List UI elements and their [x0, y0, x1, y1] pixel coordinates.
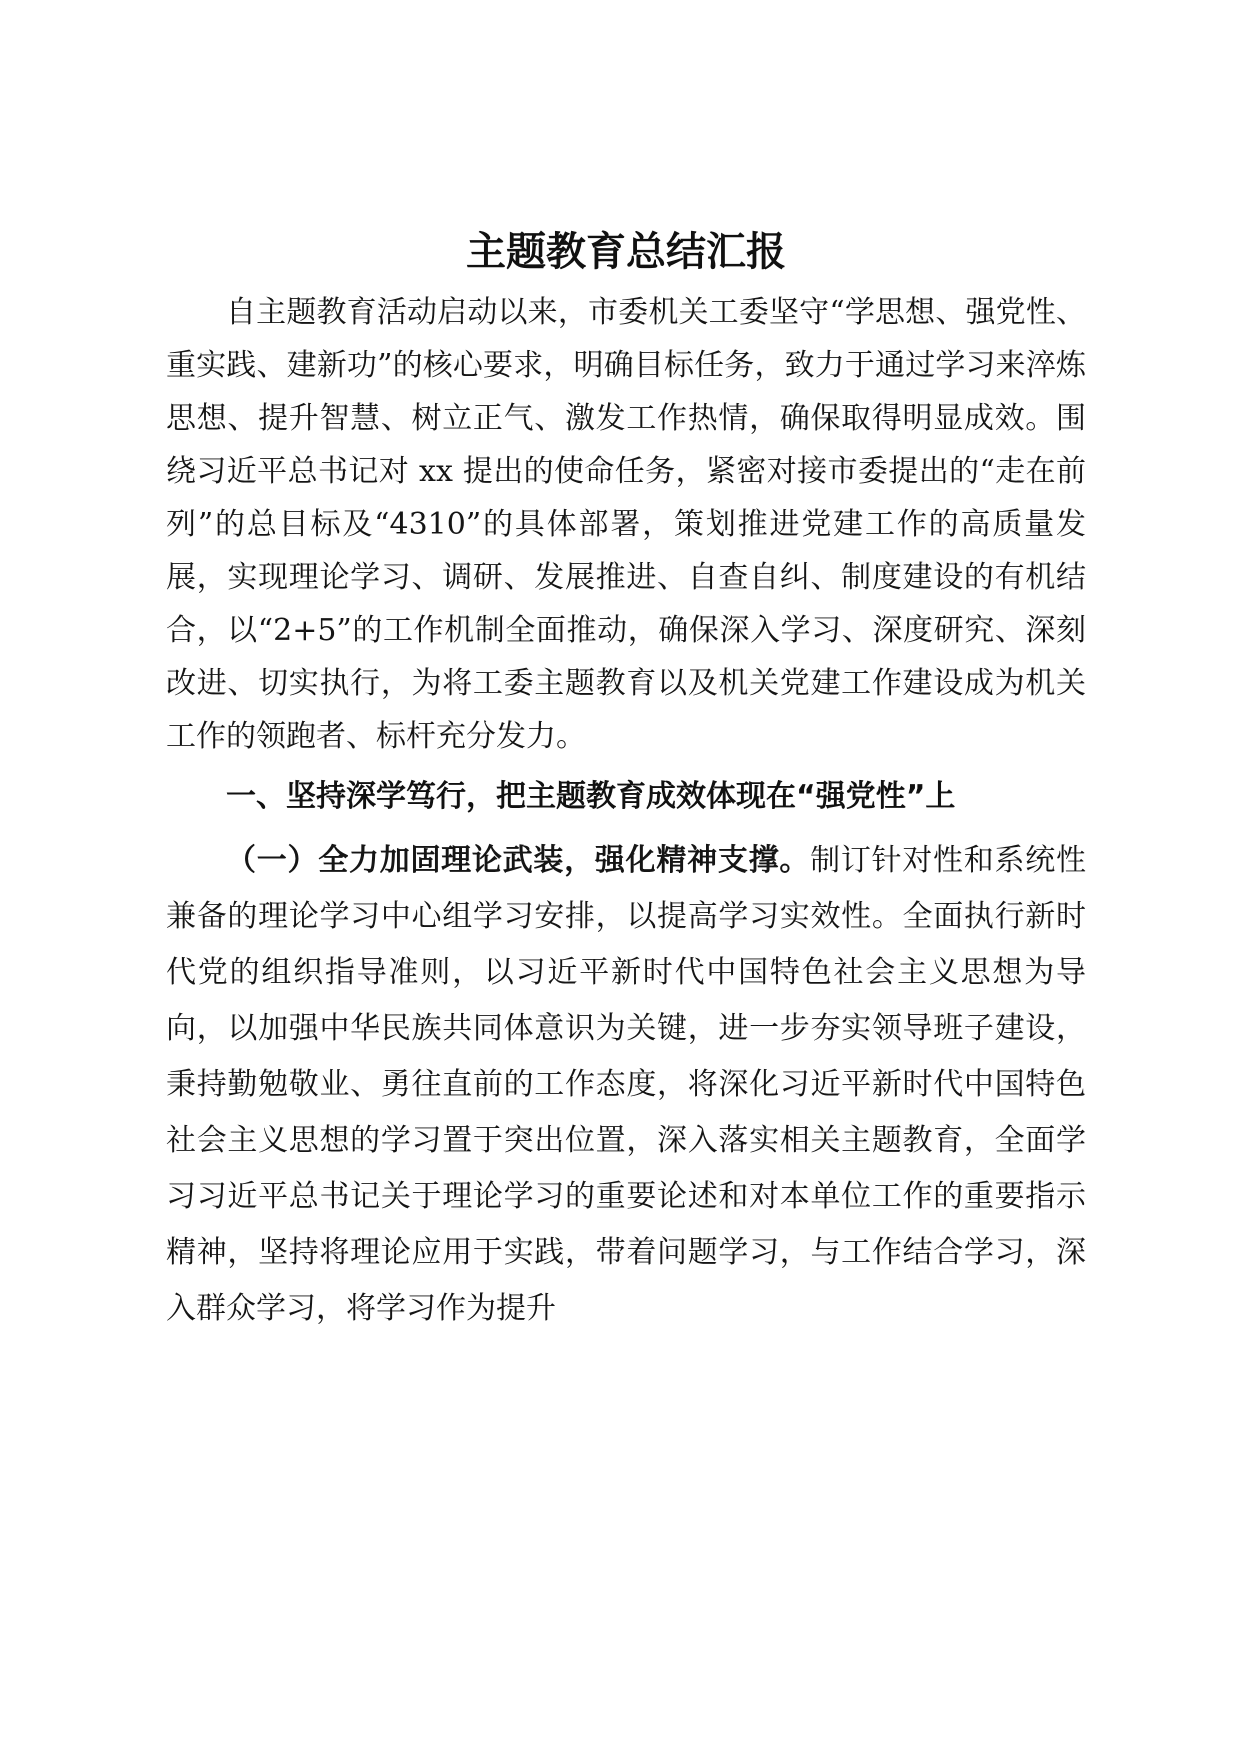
subsection-lead: （一）全力加固理论武装，强化精神支撑。 — [226, 843, 811, 878]
document-title: 主题教育总结汇报 — [466, 229, 786, 275]
document-page — [166, 218, 1086, 1337]
section-heading: 一、坚持深学笃行，把主题教育成效体现在“强党性”上 — [226, 779, 956, 814]
subsection-body: 制订针对性和系统性兼备的理论学习中心组学习安排，以提高学习实效性。全面执行新时代党的组织指导准则，以习近平新时代中国特色社会主义思想为导向，以加强中华民族共同体意识为关键，进一步夯实领导班子建设，秉持勤勉敬业、勇往直前的工作态度，将深化习近平新时代中国特色社会主义思想的学习置于突出位置，深入落实相关主题教育，全面学习习近平总书记关于理论学习的重要论述和对本单位工作的重要指示精神，坚持将理论应用于实践，带着问题学习，与工作结合学习，深入群众学习，将学习作为提升 — [166, 843, 1087, 1326]
subsection-paragraph — [166, 833, 1086, 1337]
intro-paragraph: 自主题教育活动启动以来，市委机关工委坚守“学思想、强党性、重实践、建新功”的核心要求，明确目标任务，致力于通过学习来淬炼思想、提升智慧、树立正气、激发工作热情，确保取得明显成效。围绕习近平总书记对 xx 提出的使命任务，紧密对接市委提出的“走在前列”的总目标及“4310”的具体部署，策划推进党建工作的高质量发展，实现理论学习、调研、发展推进、自查自纠、制度建设的有机结合，以“2+5”的工作机制全面推动，确保深入学习、深度研究、深刻改进、切实执行，为将工委主题教育以及机关党建工作建设成为机关工作的领跑者、标杆充分发力。 — [166, 295, 1086, 754]
